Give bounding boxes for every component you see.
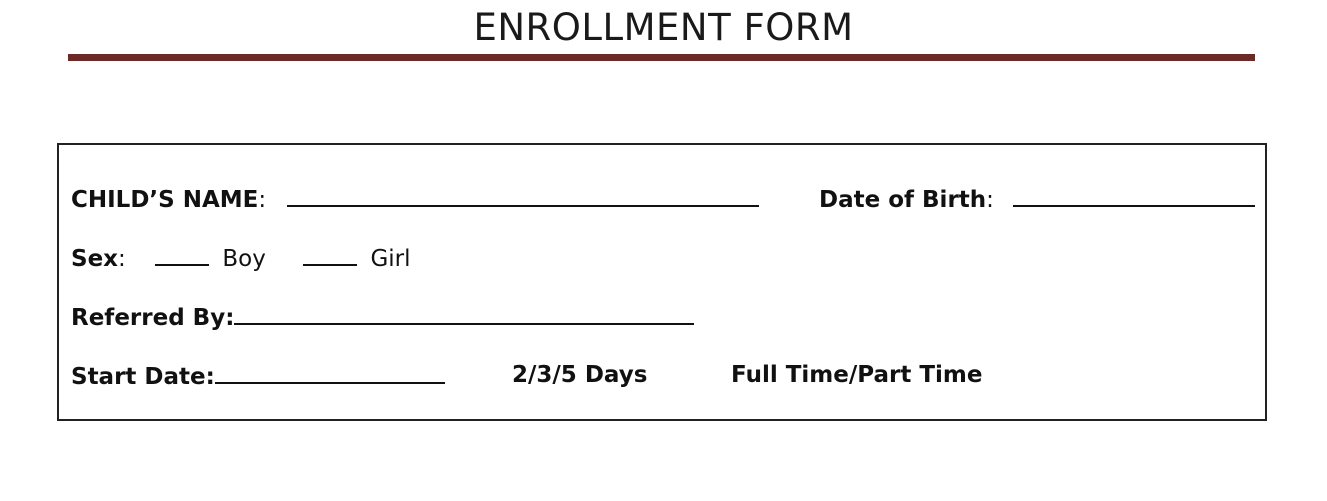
days-option: 2/3/5 Days: [512, 362, 648, 388]
dob-colon: :: [986, 187, 994, 213]
girl-checkbox-blank[interactable]: [303, 244, 357, 266]
dob-label: Date of Birth: [819, 187, 987, 213]
sex-label: Sex: [71, 246, 118, 272]
child-name-field[interactable]: [287, 185, 759, 207]
start-date-row: [71, 362, 1071, 396]
sex-colon: :: [118, 246, 126, 272]
page-title: ENROLLMENT FORM: [473, 6, 854, 49]
referred-by-row: [71, 303, 771, 337]
dob-field[interactable]: [1013, 185, 1255, 207]
sex-row: [71, 244, 671, 278]
boy-checkbox-blank[interactable]: [155, 244, 209, 266]
title-divider: [68, 54, 1255, 61]
start-date-field[interactable]: [215, 362, 445, 384]
referred-by-field[interactable]: [234, 303, 694, 325]
start-date-label: Start Date:: [71, 364, 215, 390]
referred-by-label: Referred By:: [71, 305, 235, 331]
time-option: Full Time/Part Time: [731, 362, 983, 388]
enrollment-form-box: [57, 143, 1267, 421]
boy-option-label: Boy: [222, 246, 266, 272]
child-name-colon: :: [258, 187, 267, 213]
child-name-row: [71, 185, 1261, 219]
girl-option-label: Girl: [370, 246, 411, 272]
child-name-label: CHILD’S NAME: [71, 187, 259, 213]
